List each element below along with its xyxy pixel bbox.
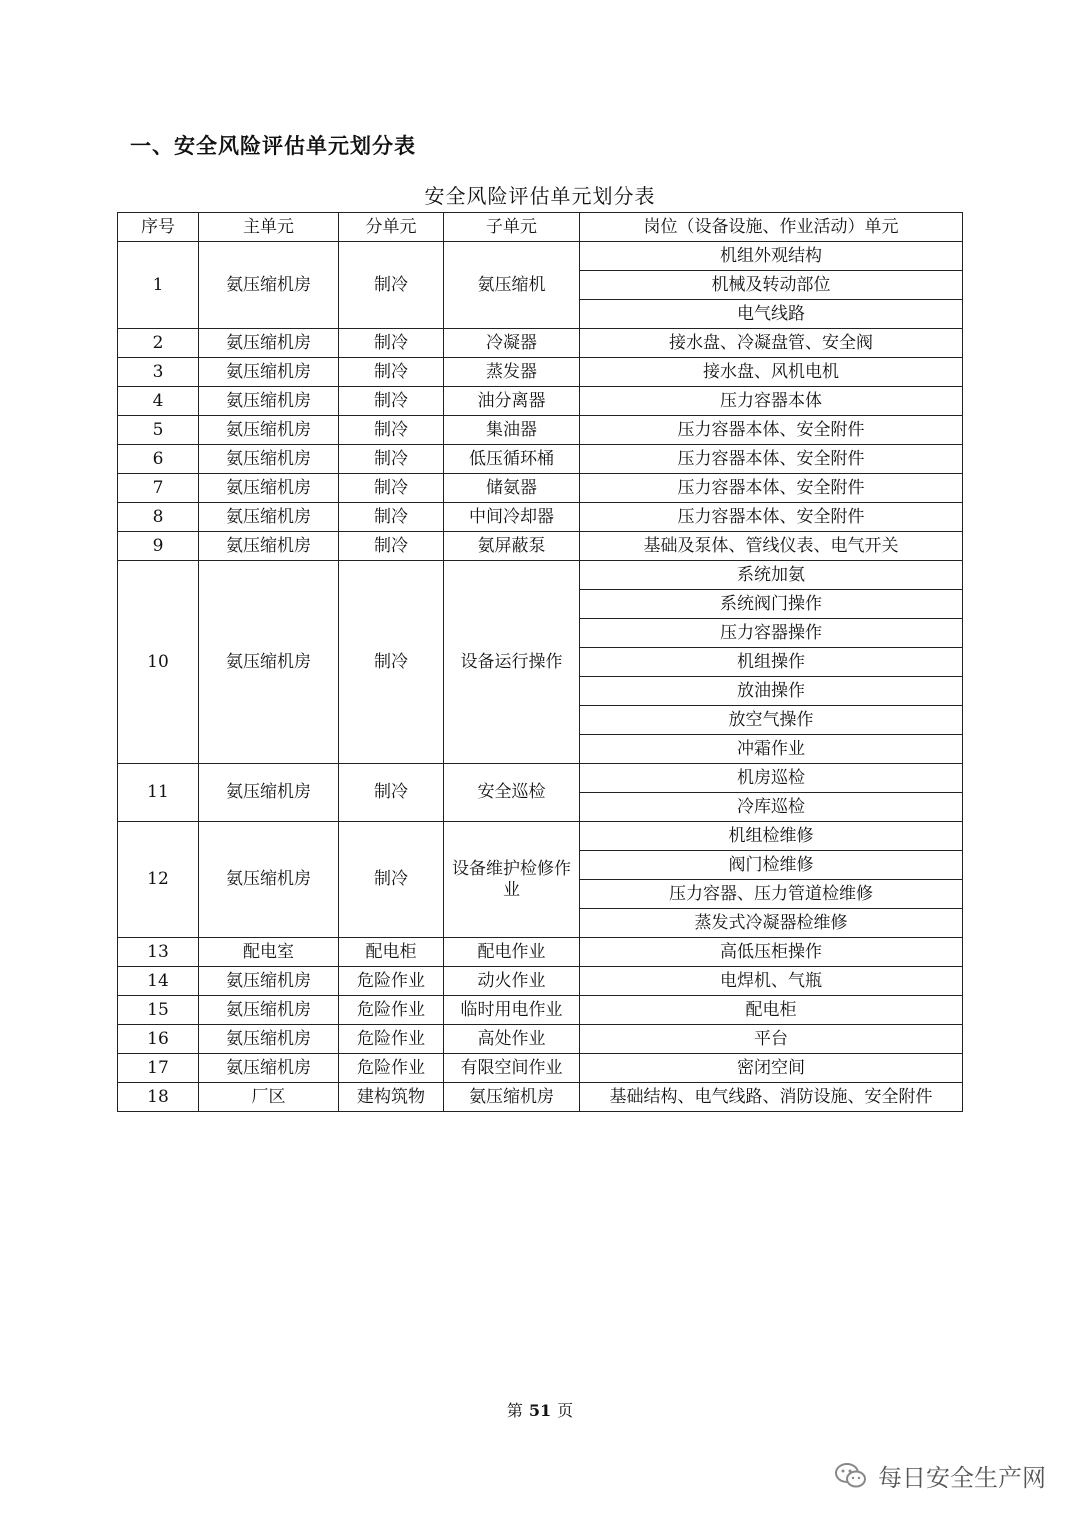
cell-main-unit: 氨压缩机房 [199, 1025, 339, 1054]
cell-no: 8 [118, 503, 199, 532]
cell-no: 18 [118, 1083, 199, 1112]
cell-main-unit: 氨压缩机房 [199, 329, 339, 358]
cell-post-units: 压力容器本体、安全附件 [580, 503, 963, 532]
cell-main-unit: 氨压缩机房 [199, 822, 339, 938]
cell-child-unit: 安全巡检 [444, 764, 580, 822]
watermark [834, 1458, 1046, 1493]
cell-sub-unit: 危险作业 [339, 1054, 444, 1083]
cell-child-unit: 高处作业 [444, 1025, 580, 1054]
table-row [118, 329, 963, 358]
section-heading: 一、安全风险评估单元划分表 [130, 134, 416, 158]
post-unit-item: 阀门检维修 [580, 850, 962, 879]
cell-main-unit: 氨压缩机房 [199, 1054, 339, 1083]
cell-child-unit: 配电作业 [444, 938, 580, 967]
cell-no: 17 [118, 1054, 199, 1083]
cell-child-unit: 集油器 [444, 416, 580, 445]
cell-child-unit: 有限空间作业 [444, 1054, 580, 1083]
risk-unit-table [117, 212, 963, 1112]
header-main-unit: 主单元 [199, 213, 339, 242]
cell-child-unit: 设备运行操作 [444, 561, 580, 764]
post-unit-item: 机组检维修 [728, 826, 814, 846]
cell-no: 9 [118, 532, 199, 561]
post-unit-item: 压力容器、压力管道检维修 [580, 879, 962, 908]
cell-main-unit: 氨压缩机房 [199, 561, 339, 764]
cell-no: 15 [118, 996, 199, 1025]
cell-main-unit: 氨压缩机房 [199, 358, 339, 387]
cell-no: 12 [118, 822, 199, 938]
cell-sub-unit: 建构筑物 [339, 1083, 444, 1112]
header-child-unit: 子单元 [444, 213, 580, 242]
table-row [118, 474, 963, 503]
cell-post-units: 接水盘、风机电机 [580, 358, 963, 387]
cell-no: 1 [118, 242, 199, 329]
cell-no: 3 [118, 358, 199, 387]
cell-post-units [580, 561, 963, 764]
cell-main-unit: 配电室 [199, 938, 339, 967]
cell-no: 14 [118, 967, 199, 996]
cell-no: 11 [118, 764, 199, 822]
post-unit-item: 放空气操作 [580, 705, 962, 734]
table-row [118, 938, 963, 967]
table-row [118, 242, 963, 329]
table-row [118, 764, 963, 822]
table-row [118, 561, 963, 764]
cell-main-unit: 氨压缩机房 [199, 764, 339, 822]
table-header-row [118, 213, 963, 242]
cell-child-unit: 低压循环桶 [444, 445, 580, 474]
cell-sub-unit: 制冷 [339, 561, 444, 764]
post-unit-item: 系统加氨 [737, 565, 805, 585]
page-prefix: 第 [506, 1401, 523, 1420]
cell-child-unit: 设备维护检修作业 [444, 822, 580, 938]
post-unit-item: 机械及转动部位 [580, 270, 962, 299]
cell-post-units [580, 822, 963, 938]
post-unit-item: 冲霜作业 [580, 734, 962, 763]
cell-sub-unit: 危险作业 [339, 967, 444, 996]
cell-sub-unit: 制冷 [339, 416, 444, 445]
cell-sub-unit: 危险作业 [339, 1025, 444, 1054]
post-unit-item: 冷库巡检 [580, 792, 962, 821]
cell-post-units: 压力容器本体、安全附件 [580, 416, 963, 445]
cell-main-unit: 氨压缩机房 [199, 387, 339, 416]
page-footer [0, 1398, 1080, 1421]
cell-no: 2 [118, 329, 199, 358]
cell-post-units: 压力容器本体、安全附件 [580, 474, 963, 503]
cell-no: 4 [118, 387, 199, 416]
header-no: 序号 [118, 213, 199, 242]
cell-no: 10 [118, 561, 199, 764]
post-unit-item: 机组外观结构 [720, 246, 822, 266]
table-row [118, 445, 963, 474]
table-row [118, 996, 963, 1025]
cell-sub-unit: 制冷 [339, 822, 444, 938]
post-unit-item: 压力容器操作 [580, 618, 962, 647]
table-row [118, 1083, 963, 1112]
cell-post-units: 压力容器本体、安全附件 [580, 445, 963, 474]
table-row [118, 822, 963, 938]
cell-main-unit: 氨压缩机房 [199, 996, 339, 1025]
cell-post-units: 配电柜 [580, 996, 963, 1025]
cell-child-unit: 氨屏蔽泵 [444, 532, 580, 561]
post-unit-item: 电气线路 [580, 299, 962, 328]
cell-sub-unit: 制冷 [339, 474, 444, 503]
cell-no: 16 [118, 1025, 199, 1054]
cell-main-unit: 氨压缩机房 [199, 242, 339, 329]
cell-child-unit: 动火作业 [444, 967, 580, 996]
post-unit-item: 系统阀门操作 [580, 589, 962, 618]
cell-post-units [580, 764, 963, 822]
cell-sub-unit: 制冷 [339, 358, 444, 387]
table-row [118, 503, 963, 532]
cell-child-unit: 油分离器 [444, 387, 580, 416]
cell-post-units: 基础及泵体、管线仪表、电气开关 [580, 532, 963, 561]
cell-post-units: 电焊机、气瓶 [580, 967, 963, 996]
cell-sub-unit: 制冷 [339, 387, 444, 416]
cell-post-units: 接水盘、冷凝盘管、安全阀 [580, 329, 963, 358]
cell-child-unit: 蒸发器 [444, 358, 580, 387]
cell-child-unit: 中间冷却器 [444, 503, 580, 532]
cell-post-units: 平台 [580, 1025, 963, 1054]
cell-sub-unit: 危险作业 [339, 996, 444, 1025]
cell-sub-unit: 配电柜 [339, 938, 444, 967]
cell-post-units [580, 242, 963, 329]
cell-main-unit: 氨压缩机房 [199, 967, 339, 996]
cell-child-unit: 氨压缩机房 [444, 1083, 580, 1112]
cell-main-unit: 氨压缩机房 [199, 503, 339, 532]
cell-no: 13 [118, 938, 199, 967]
cell-sub-unit: 制冷 [339, 764, 444, 822]
post-unit-item: 放油操作 [580, 676, 962, 705]
cell-sub-unit: 制冷 [339, 503, 444, 532]
cell-sub-unit: 制冷 [339, 532, 444, 561]
page-number: 51 [528, 1401, 552, 1420]
cell-main-unit: 厂区 [199, 1083, 339, 1112]
cell-main-unit: 氨压缩机房 [199, 445, 339, 474]
cell-post-units: 压力容器本体 [580, 387, 963, 416]
cell-child-unit: 临时用电作业 [444, 996, 580, 1025]
cell-child-unit: 储氨器 [444, 474, 580, 503]
post-unit-item: 机房巡检 [737, 768, 805, 788]
cell-main-unit: 氨压缩机房 [199, 532, 339, 561]
table-body [118, 242, 963, 1112]
cell-no: 6 [118, 445, 199, 474]
wechat-icon [834, 1461, 868, 1491]
header-post-unit: 岗位（设备设施、作业活动）单元 [580, 213, 963, 242]
table-row [118, 387, 963, 416]
header-sub-unit: 分单元 [339, 213, 444, 242]
cell-child-unit: 冷凝器 [444, 329, 580, 358]
cell-post-units: 密闭空间 [580, 1054, 963, 1083]
cell-sub-unit: 制冷 [339, 445, 444, 474]
cell-post-units: 基础结构、电气线路、消防设施、安全附件 [580, 1083, 963, 1112]
table-row [118, 358, 963, 387]
table-row [118, 532, 963, 561]
table-row [118, 1054, 963, 1083]
cell-main-unit: 氨压缩机房 [199, 416, 339, 445]
cell-sub-unit: 制冷 [339, 242, 444, 329]
post-unit-item: 蒸发式冷凝器检维修 [580, 908, 962, 937]
post-unit-item: 机组操作 [580, 647, 962, 676]
cell-no: 5 [118, 416, 199, 445]
table-caption: 安全风险评估单元划分表 [424, 184, 656, 208]
page-suffix: 页 [557, 1401, 574, 1420]
cell-post-units: 高低压柜操作 [580, 938, 963, 967]
table-row [118, 1025, 963, 1054]
table-row [118, 967, 963, 996]
cell-child-unit: 氨压缩机 [444, 242, 580, 329]
watermark-text: 每日安全生产网 [878, 1464, 1046, 1492]
table-row [118, 416, 963, 445]
cell-main-unit: 氨压缩机房 [199, 474, 339, 503]
cell-sub-unit: 制冷 [339, 329, 444, 358]
cell-no: 7 [118, 474, 199, 503]
